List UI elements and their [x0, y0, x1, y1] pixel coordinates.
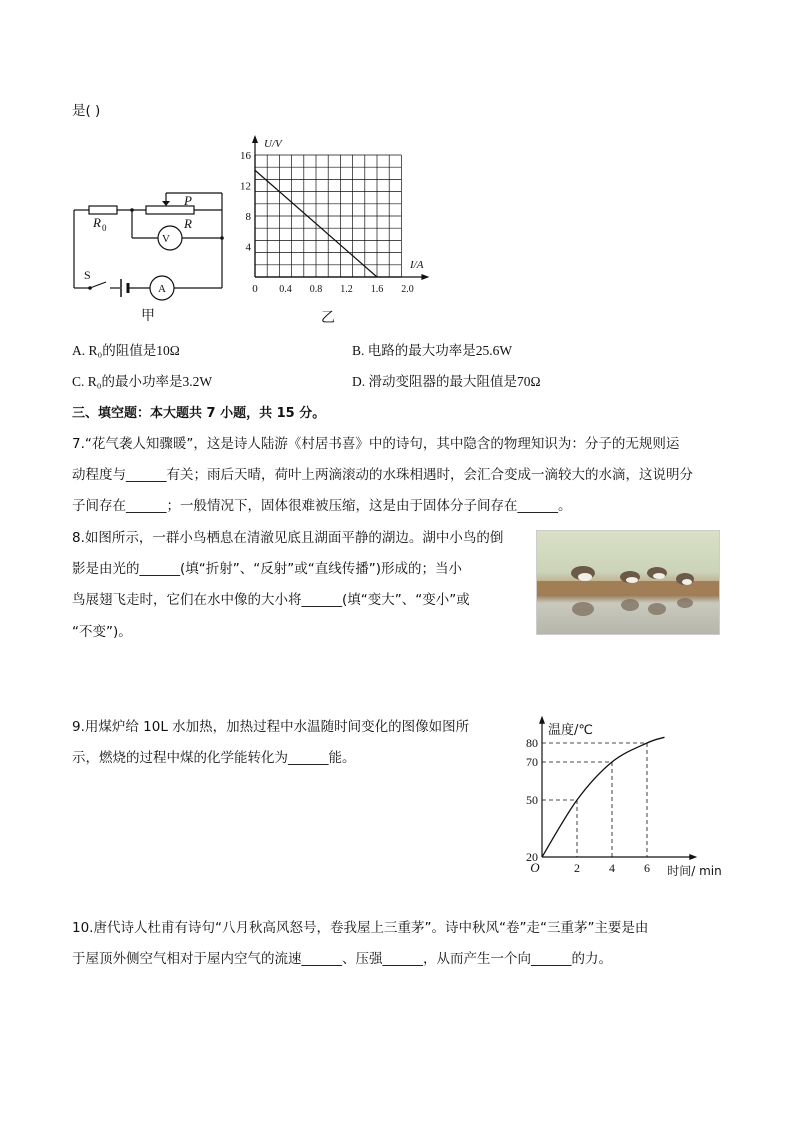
question-7-line-2: 动程度与______有关；雨后天晴，荷叶上两滴滚动的水珠相遇时，会汇合变成一滴较大的水滴，这说明分 — [72, 467, 693, 483]
chart-ytick: 70 — [526, 755, 538, 769]
ammeter-label: A — [158, 283, 166, 295]
question-7-line-1: 7.“花气袭人知骤暖”，这是诗人陆游《村居书喜》中的诗句，其中隐含的物理知识为：分子的无规则运 — [72, 436, 680, 452]
chart-xlabel: 时间/ min — [667, 864, 722, 878]
ui-xtick: 1.6 — [370, 284, 384, 295]
chart-xtick: 2 — [574, 861, 580, 875]
ui-ytick: 12 — [240, 180, 251, 193]
circuit-diagram — [60, 180, 240, 330]
chart-xtick: 6 — [644, 861, 650, 875]
chart-xtick: 4 — [609, 861, 615, 875]
ui-origin: 0 — [252, 283, 258, 295]
label-r: R — [184, 216, 192, 231]
question-10-line-1: 10.唐代诗人杜甫有诗句“八月秋高风怒号，卷我屋上三重茅”。诗中秋风“卷”走“三重茅”主要是由 — [72, 920, 649, 936]
label-r0-sub: 0 — [102, 223, 107, 233]
y-axis-arrow — [539, 716, 545, 724]
question-9-line-1: 9.用煤炉给 10L 水加热，加热过程中水温随时间变化的图像如图所 — [72, 719, 470, 735]
label-r0: R — [93, 215, 101, 230]
birds-illustration — [537, 531, 719, 634]
question-8-line-1: 8.如图所示，一群小鸟栖息在清澈见底且湖面平静的湖边。湖中小鸟的倒 — [72, 530, 504, 546]
chart-ytick: 50 — [526, 793, 538, 807]
chart-ytick: 80 — [526, 736, 538, 750]
question-8-line-4: “不变”)。 — [72, 624, 132, 640]
ui-ylabel: U/V — [264, 138, 282, 150]
temperature-curve — [542, 737, 665, 857]
chart-ylabel: 温度/℃ — [548, 723, 593, 738]
chart-ytick: 20 — [526, 850, 538, 864]
ui-caption: 乙 — [321, 310, 335, 326]
question-9-line-2: 示，燃烧的过程中煤的化学能转化为______能。 — [72, 750, 356, 766]
question-8-line-3: 鸟展翅飞走时，它们在水中像的大小将______(填“变大”、“变小”或 — [72, 592, 470, 608]
voltmeter-label: V — [162, 233, 170, 245]
option-d: D. 滑动变阻器的最大阻值是70Ω — [352, 374, 541, 389]
circuit-caption: 甲 — [141, 308, 155, 324]
ui-xlabel: I/A — [410, 259, 424, 271]
ui-xtick: 0.4 — [279, 284, 292, 295]
chart-origin: O — [530, 860, 540, 875]
ui-xtick: 2.0 — [401, 284, 414, 295]
option-a: A. R₀的阻值是10Ω — [72, 343, 180, 358]
temperature-time-chart — [510, 712, 735, 882]
ui-ytick: 16 — [240, 150, 251, 162]
question-10-line-2: 于屋顶外侧空气相对于屋内空气的流速______、压强______，从而产生一个向______的力。 — [72, 951, 612, 967]
option-c: C. R₀的最小功率是3.2W — [72, 374, 213, 389]
birds-lake-photo — [536, 530, 720, 635]
ui-ytick: 4 — [245, 241, 251, 254]
resistor-r0 — [89, 206, 117, 214]
ui-ytick: 8 — [245, 211, 251, 223]
question-6-stem-tail: 是( ) — [72, 103, 101, 119]
option-b: B. 电路的最大功率是25.6W — [352, 343, 513, 358]
question-7-line-3: 子间存在______；一般情况下，固体很难被压缩，这是由于固体分子间存在______。 — [72, 498, 572, 514]
ui-xtick: 0.8 — [309, 284, 323, 295]
label-s: S — [84, 268, 91, 282]
ui-graph — [232, 132, 432, 328]
ui-xtick: 1.2 — [340, 284, 353, 295]
question-8-line-2: 影是由光的______(填“折射”、“反射”或“直线传播”)形成的；当小 — [72, 561, 462, 577]
x-axis-arrow — [689, 854, 697, 860]
section-3-title: 三、填空题：本大题共 7 小题，共 15 分。 — [72, 406, 326, 421]
label-p: P — [184, 193, 192, 208]
